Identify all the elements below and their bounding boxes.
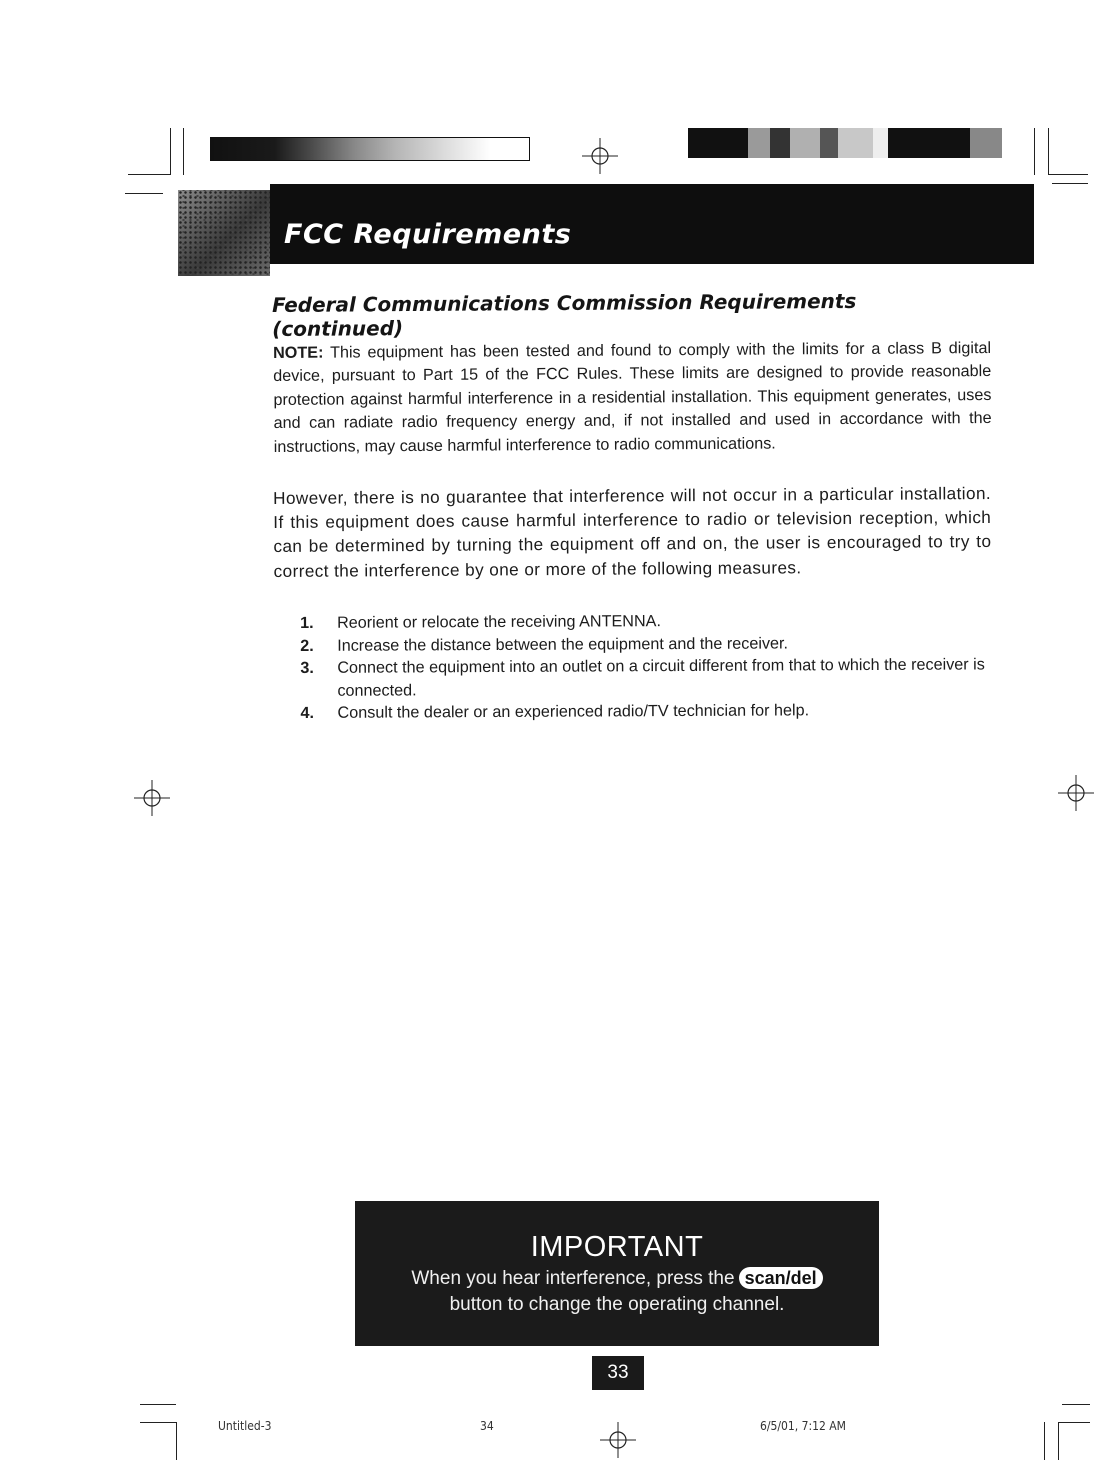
slug-filename: Untitled-3 [218, 1419, 272, 1433]
crop-mark [1034, 128, 1035, 175]
important-box [355, 1201, 879, 1346]
registration-mark-icon [132, 778, 172, 818]
crop-mark [1052, 183, 1088, 184]
list-item-number: 4. [300, 704, 315, 723]
crop-mark [140, 1404, 176, 1405]
crop-mark [176, 1422, 177, 1460]
crop-mark [140, 1422, 176, 1423]
color-calibration-bar [210, 137, 530, 161]
list-item-number: 3. [300, 659, 314, 678]
important-text: When you hear interference, press the [411, 1268, 735, 1289]
however-paragraph: However, there is no guarantee that interference will not occur in a particular installation. If this equipment does cause harmful interference to radio or television reception, which can be determined by turning the equipment off and on, the user is encouraged to try to correct the interference by one or more of the following measures. [273, 482, 992, 581]
page-number: 33 [592, 1356, 644, 1390]
crop-mark [1048, 174, 1088, 175]
color-calibration-bar [688, 128, 1002, 158]
list-item-number: 1. [300, 613, 314, 632]
crop-mark [1044, 1422, 1045, 1460]
crop-mark [1058, 1422, 1090, 1423]
page-title: FCC Requirements [284, 219, 572, 250]
measures-list [300, 608, 1001, 725]
crop-mark [1062, 1404, 1090, 1405]
list-item-number: 2. [300, 636, 314, 655]
important-text-line1 [355, 1267, 879, 1290]
list-item-text: Increase the distance between the equipment and the receiver. [337, 634, 789, 655]
note-text: This equipment has been tested and found to comply with the limits for a class B digital device, pursuant to Part 15 of the FCC Rules. These limits are designed to provide reasonable protection against harmful interference in a residential installation. This equipment generates, uses and can radiate radio frequency energy and, if not installed and used in accordance with the instructions, may cause harmful interference to radio communications. [273, 338, 992, 456]
list-item-text: Consult the dealer or an experienced radio/TV technician for help. [337, 701, 810, 723]
registration-mark-icon [580, 136, 620, 176]
slug-datetime: 6/5/01, 7:12 AM [760, 1419, 846, 1433]
slug-page: 34 [480, 1419, 494, 1433]
crop-mark [183, 128, 184, 175]
registration-mark-icon [598, 1420, 638, 1460]
list-item [300, 699, 1000, 725]
header-texture-graphic [178, 190, 270, 276]
crop-mark [1048, 128, 1049, 175]
list-item [300, 654, 1000, 703]
scan-del-key-label: scan/del [739, 1267, 823, 1289]
registration-mark-icon [1056, 773, 1096, 813]
crop-mark [170, 128, 171, 175]
section-heading: Federal Communications Commission Requirements (continued) [272, 288, 857, 341]
note-paragraph [273, 337, 992, 459]
list-item-text: Reorient or relocate the receiving ANTENNA. [337, 612, 662, 632]
crop-mark [1058, 1422, 1059, 1460]
important-title: IMPORTANT [530, 1231, 704, 1263]
important-text-line2: button to change the operating channel. [449, 1294, 785, 1315]
note-label: NOTE: [273, 343, 324, 362]
crop-mark [125, 193, 163, 194]
list-item-text: Connect the equipment into an outlet on a circuit different from that to which the receiver is connected. [337, 655, 985, 700]
crop-mark [128, 174, 170, 175]
